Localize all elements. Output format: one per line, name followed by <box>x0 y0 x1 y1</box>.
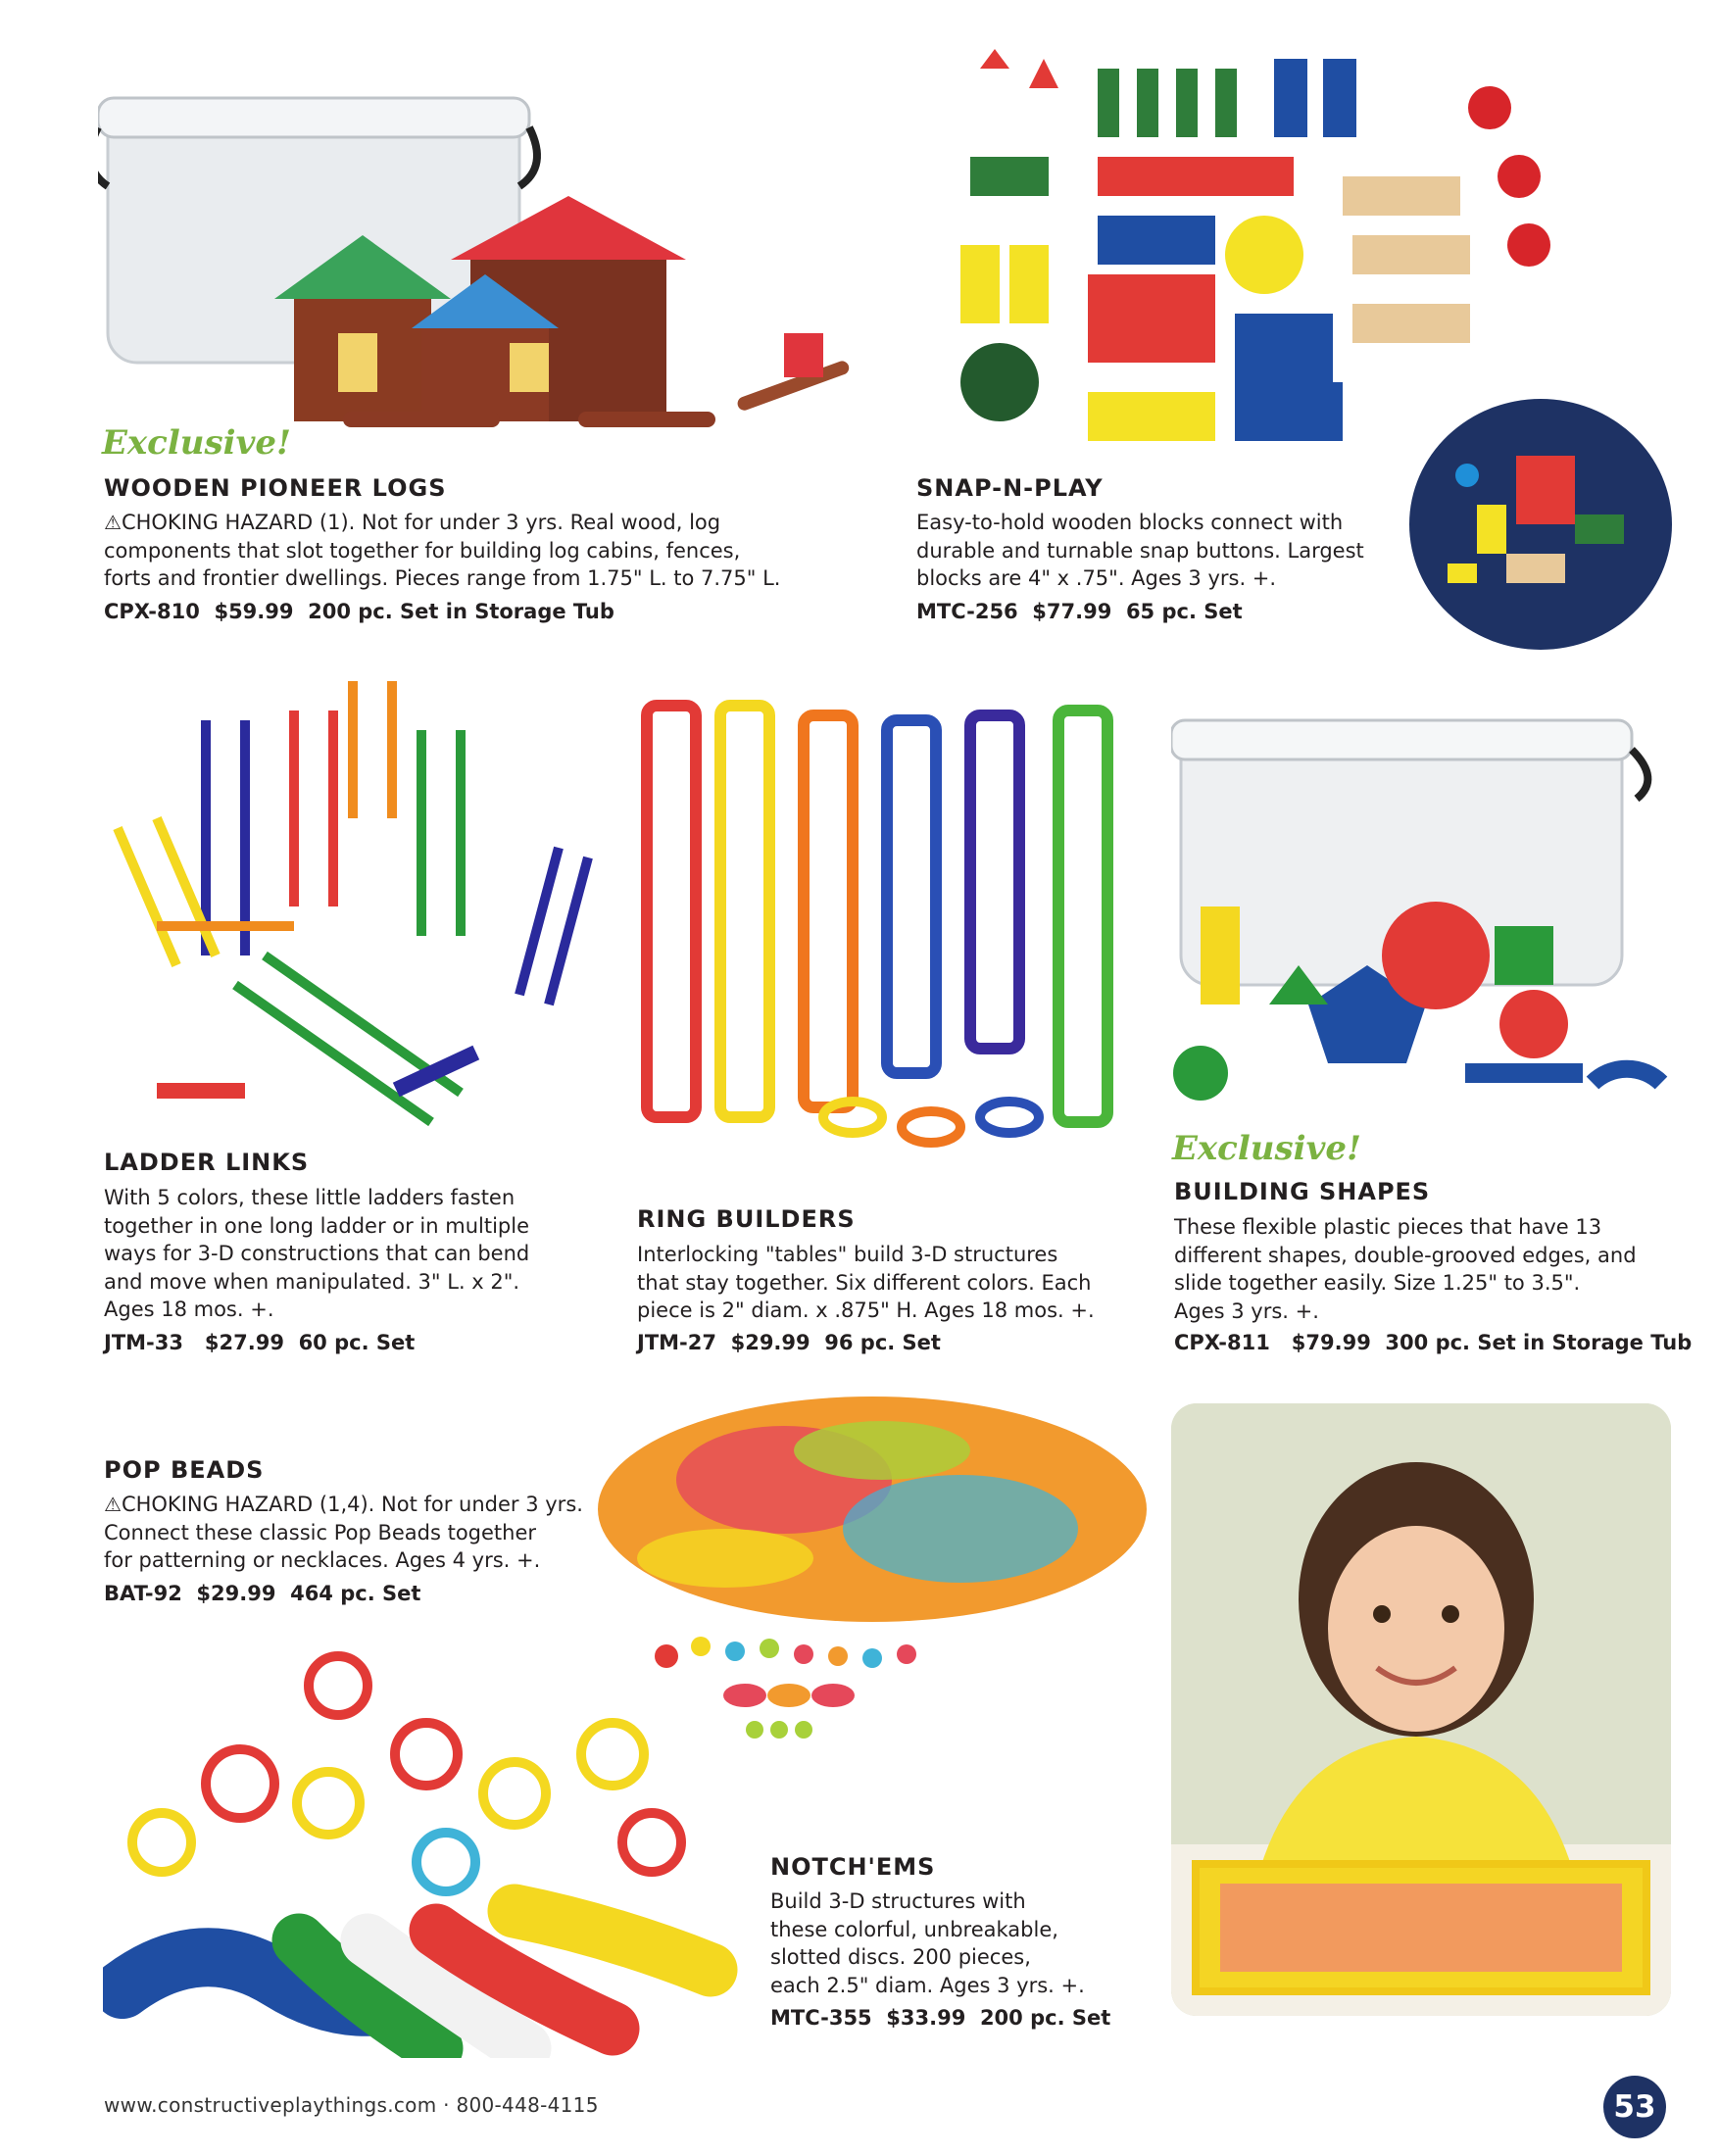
product-description-wooden-pioneer-logs: ⚠CHOKING HAZARD (1). Not for under 3 yrs. Real wood, log components that slot together for building log cabins, fences, forts and frontier dwellings. Pieces range from 1.75" L. to 7.75" L. <box>104 511 781 590</box>
product-price-ladder-links: JTM-33 $27.99 60 pc. Set <box>104 1331 416 1354</box>
product-title-snap-n-play: SNAP-N-PLAY <box>916 474 1104 502</box>
wooden-pioneer-logs-photo <box>98 88 882 441</box>
product-title-wooden-pioneer-logs: WOODEN PIONEER LOGS <box>104 474 447 502</box>
notchems-photo <box>103 1646 750 2058</box>
warning-triangle-icon: ⚠ <box>104 1493 122 1516</box>
product-price-building-shapes: CPX-811 $79.99 300 pc. Set in Storage Tub <box>1174 1331 1693 1354</box>
product-description-building-shapes: These flexible plastic pieces that have 13 different shapes, double-grooved edges, and slide together easily. Size 1.25" to 3.5". Ages 3 yrs. +. <box>1174 1215 1637 1323</box>
product-description-notchems: Build 3-D structures with these colorful, unbreakable, slotted discs. 200 pieces, each 2.5" diam. Ages 3 yrs. +. <box>770 1889 1085 1997</box>
product-price-snap-n-play: MTC-256 $77.99 65 pc. Set <box>916 600 1243 623</box>
page-number-badge: 53 <box>1603 2076 1666 2138</box>
child-with-pop-beads-photo <box>1171 1403 1671 2016</box>
exclusive-badge: Exclusive! <box>1172 1129 1361 1168</box>
footer-website-phone[interactable]: www.constructiveplaythings.com · 800-448-4115 <box>104 2093 599 2117</box>
ladder-links-photo <box>98 671 608 1132</box>
product-title-pop-beads: POP BEADS <box>104 1456 265 1484</box>
product-description-ladder-links: With 5 colors, these little ladders fasten together in one long ladder or in multiple ways for 3-D constructions that can bend and move when manipulated. 3" L. x 2". Ages 18 mos. +. <box>104 1186 530 1321</box>
product-price-notchems: MTC-355 $33.99 200 pc. Set <box>770 2006 1111 2030</box>
snap-n-play-inset-photo <box>1408 397 1673 652</box>
product-description-pop-beads: ⚠CHOKING HAZARD (1,4). Not for under 3 yrs. Connect these classic Pop Beads together for patterning or necklaces. Ages 4 yrs. +. <box>104 1493 583 1572</box>
product-description-snap-n-play: Easy-to-hold wooden blocks connect with durable and turnable snap buttons. Largest blocks are 4" x .75". Ages 3 yrs. +. <box>916 511 1364 590</box>
warning-triangle-icon: ⚠ <box>104 511 122 534</box>
product-title-building-shapes: BUILDING SHAPES <box>1174 1178 1431 1205</box>
product-title-notchems: NOTCH'EMS <box>770 1853 936 1881</box>
product-description-ring-builders: Interlocking "tables" build 3-D structures that stay together. Six different colors. Each piece is 2" diam. x .875" H. Ages 18 mos. +. <box>637 1243 1095 1322</box>
product-price-pop-beads: BAT-92 $29.99 464 pc. Set <box>104 1582 421 1605</box>
building-shapes-photo <box>1171 710 1671 1112</box>
exclusive-badge: Exclusive! <box>102 423 291 463</box>
product-title-ladder-links: LADDER LINKS <box>104 1149 310 1176</box>
ring-builders-photo <box>627 686 1137 1176</box>
product-price-ring-builders: JTM-27 $29.99 96 pc. Set <box>637 1331 941 1354</box>
product-title-ring-builders: RING BUILDERS <box>637 1205 856 1233</box>
product-price-wooden-pioneer-logs: CPX-810 $59.99 200 pc. Set in Storage Tub <box>104 600 614 623</box>
